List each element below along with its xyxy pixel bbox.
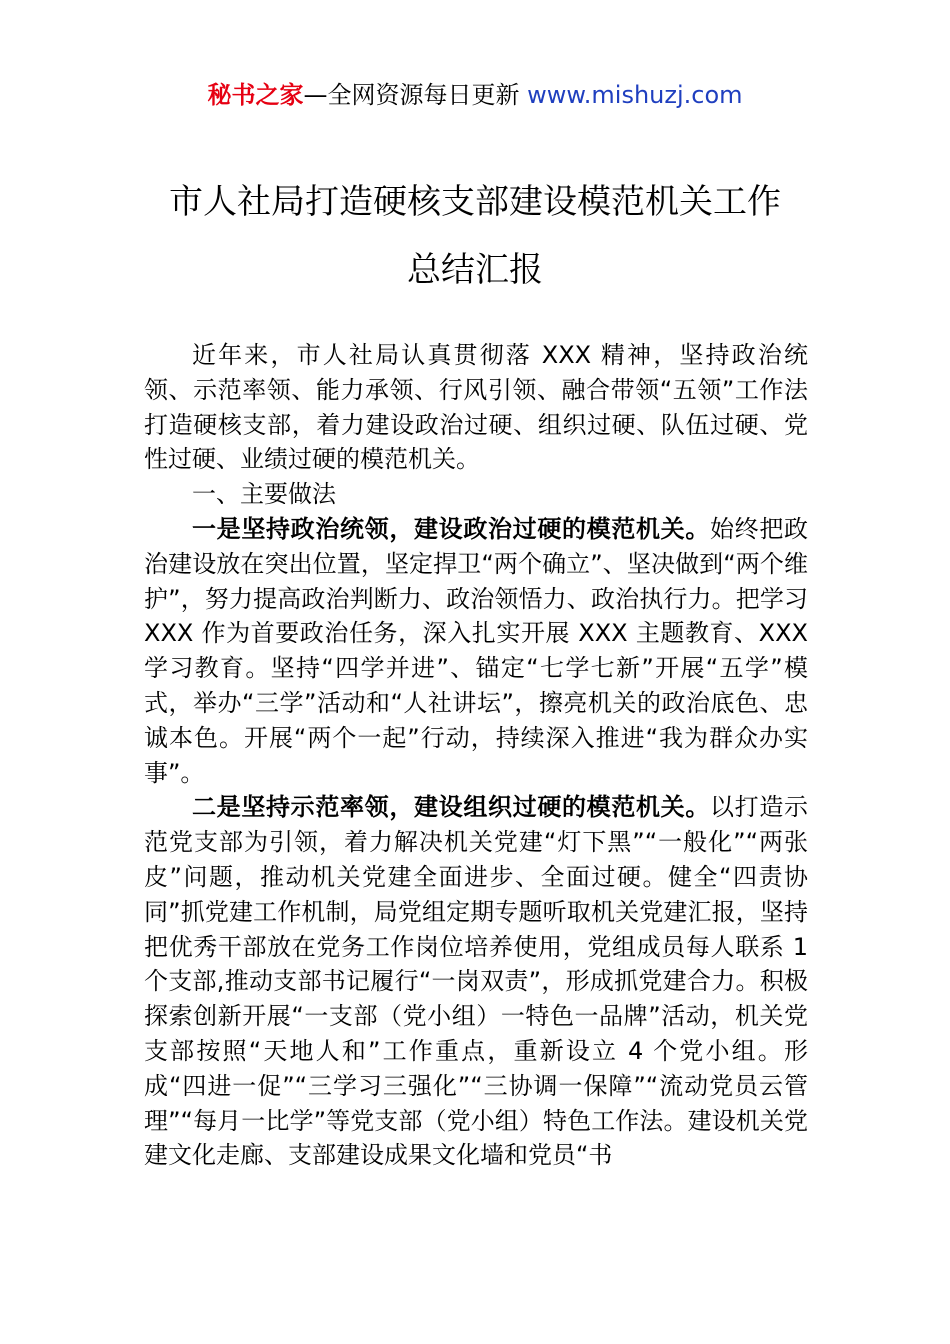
site-header [0,78,950,112]
site-url-link[interactable]: www.mishuzj.com [527,81,743,109]
section-heading: 一、主要做法 [192,480,336,509]
brand-name: 秘书之家 [207,81,304,109]
paragraph-2-body: 以打造示范党支部为引领，着力解决机关党建“灯下黑”“一般化”“两张皮”问题，推动机关党建全面进步、全面过硬。健全“四责协同”抓党建工作机制，局党组定期专题听取机关党建汇报，坚持把优秀干部放在党务工作岗位培养使用，党组成员每人联系 1 个支部,推动支部书记履行“一岗双责”，形成抓党建合力。积极探索创新开展“一支部（党小组）一特色一品牌”活动，机关党支部按照“天地人和”工作重点，重新设立 4 个党小组。形成“四进一促”“三学习三强化”“三协调一保障”“流动党员云管理”“每月一比学”等党支部（党小组）特色工作法。建设机关党建文化走廊、支部建设成果文化墙和党员“书 [144,793,808,1170]
paragraph-2-lead: 二是坚持示范率领，建设组织过硬的模范机关。 [192,793,710,822]
header-tagline: —全网资源每日更新 [303,81,528,109]
document-title-line-1: 市人社局打造硬核支部建设模范机关工作 [169,182,781,222]
paragraph-1 [144,512,808,790]
paragraph-2 [144,790,808,1173]
document-body [144,338,808,1173]
document-title-line-2: 总结汇报 [407,250,543,290]
paragraph-1-lead: 一是坚持政治统领，建设政治过硬的模范机关。 [192,514,710,543]
intro-paragraph: 近年来，市人社局认真贯彻落 XXX 精神，坚持政治统领、示范率领、能力承领、行风引领、融合带领“五领”工作法打造硬核支部，着力建设政治过硬、组织过硬、队伍过硬、党性过硬、业绩过硬的模范机关。 [144,341,808,474]
paragraph-1-body: 始终把政治建设放在突出位置，坚定捍卫“两个确立”、坚决做到“两个维护”，努力提高政治判断力、政治领悟力、政治执行力。把学习 XXX 作为首要政治任务，深入扎实开展 XXX 主题教育、XXX 学习教育。坚持“四学并进”、锚定“七学七新”开展“五学”模式，举办“三学”活动和“人社讲坛”，擦亮机关的政治底色、忠诚本色。开展“两个一起”行动，持续深入推进“我为群众办实事”。 [144,514,808,787]
